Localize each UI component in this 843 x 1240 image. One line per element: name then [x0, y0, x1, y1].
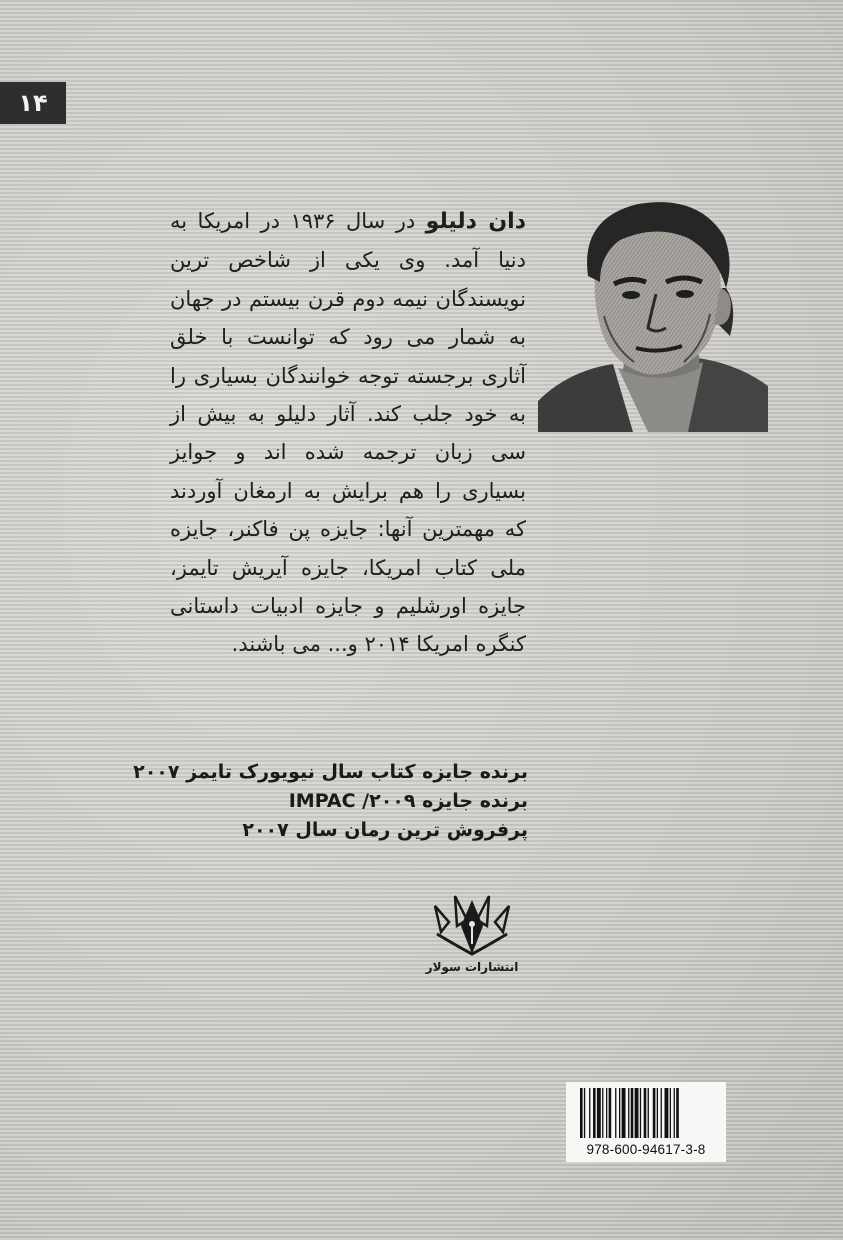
barcode-bar	[597, 1088, 601, 1138]
barcode-bars	[580, 1088, 712, 1138]
page-number: ۱۴	[0, 82, 66, 124]
award-line: برنده جایزه ۲۰۰۹/ IMPAC	[288, 790, 528, 812]
barcode-bar	[635, 1088, 639, 1138]
barcode-bar	[661, 1088, 662, 1138]
barcode-bar	[640, 1088, 641, 1138]
barcode-bar	[609, 1088, 612, 1138]
bio-text: در سال ۱۹۳۶ در امریکا به دنیا آمد. وی یکی از شاخص ترین نویسندگان نیمه دوم قرن بیستم در جهان به شمار می رود که توانست با خلق آثاری برجسته توجه خوانندگان بسیاری را به خود جلب کند. آثار دلیلو به بیش از سی زبان ترجمه شده اند و جوایز بسیاری را هم برایش به ارمغان آوردند که مهمترین آنها: جایزه پن فاکنر، جایزه ملی کتاب امریکا، جایزه آیریش تایمز، جایزه اورشلیم و جایزه ادبیات داستانی کنگره امریکا ۲۰۱۴ و... می باشند.	[170, 209, 526, 657]
award-line: پرفروش ترین رمان سال ۲۰۰۷	[242, 819, 528, 841]
barcode-bar	[584, 1088, 585, 1138]
barcode-bar	[653, 1088, 656, 1138]
barcode-bar	[676, 1088, 679, 1138]
author-bio	[170, 202, 526, 664]
barcode-bar	[589, 1088, 590, 1138]
barcode-bar	[631, 1088, 634, 1138]
pen-nib-flower-icon	[427, 892, 517, 958]
barcode-bar	[628, 1088, 629, 1138]
barcode-bar	[665, 1088, 669, 1138]
isbn-text: 978-600-94617-3-8	[586, 1142, 706, 1157]
barcode-bar	[580, 1088, 583, 1138]
barcode-bar	[615, 1088, 616, 1138]
barcode-bar	[674, 1088, 675, 1138]
barcode-bar	[619, 1088, 620, 1138]
barcode-bar	[648, 1088, 649, 1138]
author-portrait-icon	[538, 196, 768, 432]
author-portrait	[538, 196, 768, 432]
barcode-bar	[606, 1088, 607, 1138]
barcode-bar	[670, 1088, 671, 1138]
publisher-name: انتشارات سولار	[425, 960, 519, 974]
barcode-bar	[593, 1088, 596, 1138]
barcode	[566, 1082, 726, 1162]
author-name: دان دلیلو	[425, 209, 526, 234]
barcode-bar	[644, 1088, 647, 1138]
awards-list	[120, 758, 528, 845]
award-line: برنده جایزه کتاب سال نیویورک تایمز ۲۰۰۷	[133, 761, 528, 783]
publisher-logo	[420, 892, 524, 974]
barcode-bar	[622, 1088, 626, 1138]
barcode-bar	[602, 1088, 603, 1138]
barcode-bar	[657, 1088, 658, 1138]
